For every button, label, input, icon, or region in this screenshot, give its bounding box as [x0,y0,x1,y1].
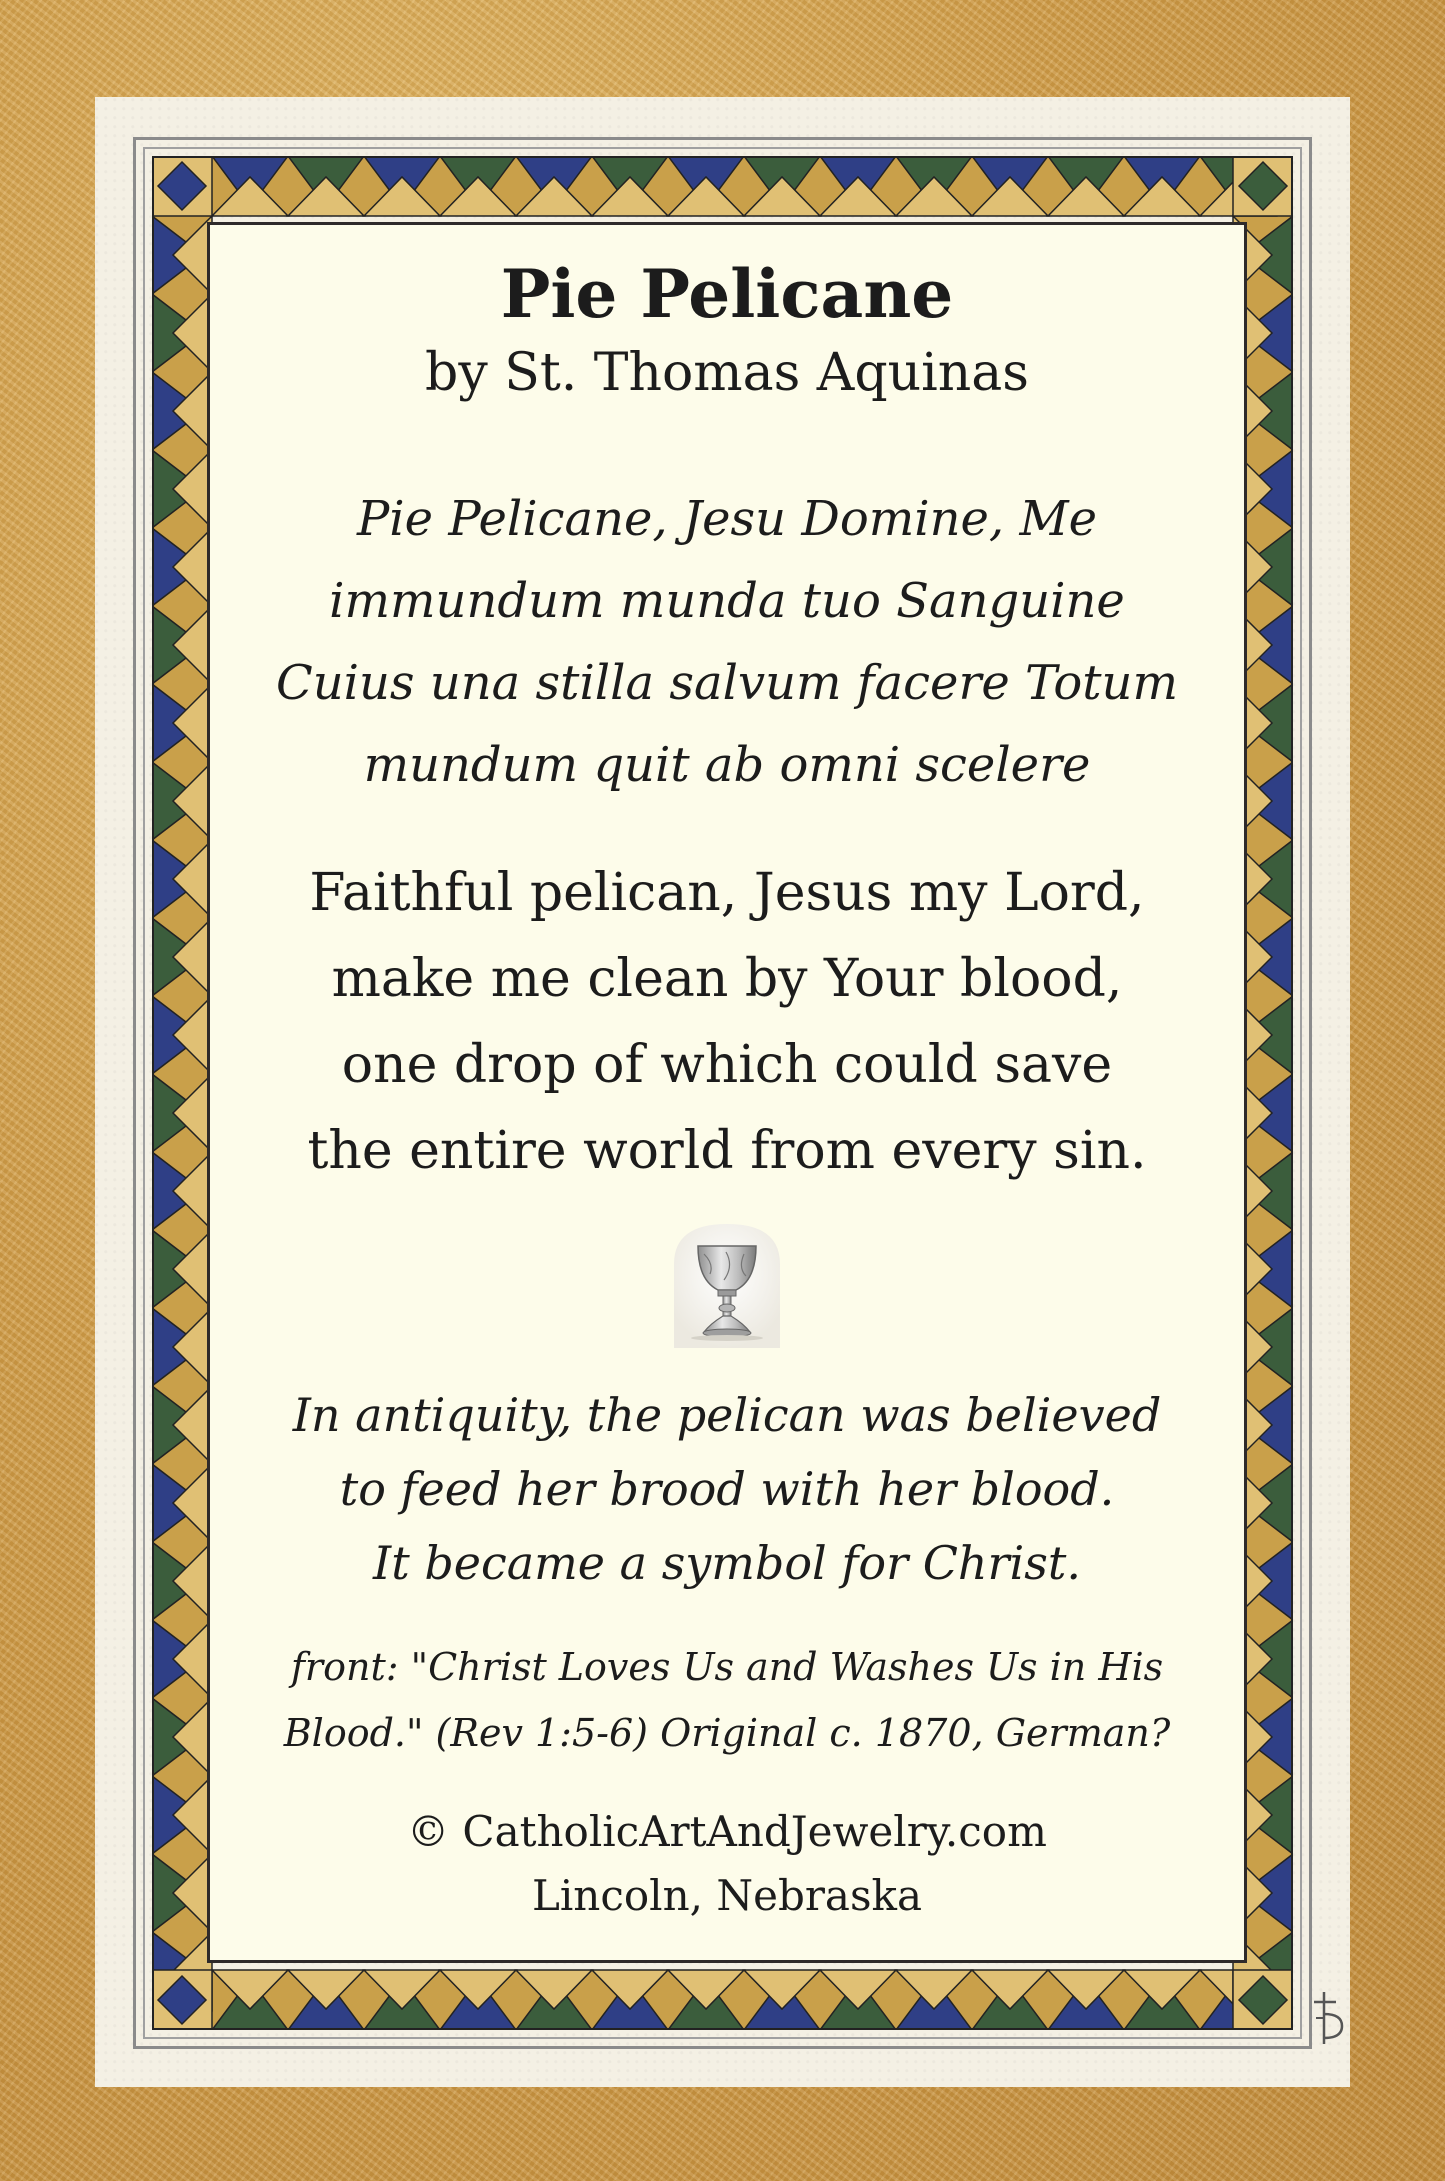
card-content [210,225,1244,1960]
prayer-author: by St. Thomas Aquinas [425,343,1029,404]
artist-monogram-icon [1310,1988,1350,2048]
latin-text [210,478,1244,806]
prayer-title: Pie Pelicane [500,255,954,333]
front-image-caption [210,1634,1244,1766]
english-line: make me clean by Your blood, [331,948,1123,1009]
latin-line: Cuius una stilla salvum facere Totum [276,654,1178,711]
english-line: Faithful pelican, Jesus my Lord, [309,862,1145,923]
location-text: Lincoln, Nebraska [531,1870,923,1920]
note-line: It became a symbol for Christ. [373,1535,1081,1590]
latin-line: mundum quit ab omni scelere [363,736,1091,793]
latin-line: immundum munda tuo Sanguine [329,572,1125,629]
note-line: to feed her brood with her blood. [339,1461,1115,1516]
english-line: the entire world from every sin. [307,1120,1147,1181]
note-line: In antiquity, the pelican was believed [292,1387,1162,1442]
copyright-text: © CatholicArtAndJewelry.com [407,1806,1047,1856]
latin-line: Pie Pelicane, Jesu Domine, Me [357,490,1097,547]
caption-line: Blood." (Rev 1:5-6) Original c. 1870, German? [283,1710,1171,1755]
english-line: one drop of which could save [341,1034,1113,1095]
chalice-icon [674,1224,780,1348]
pelican-note [210,1378,1244,1600]
caption-line: front: "Christ Loves Us and Washes Us in His [290,1644,1164,1689]
english-text [210,850,1244,1194]
